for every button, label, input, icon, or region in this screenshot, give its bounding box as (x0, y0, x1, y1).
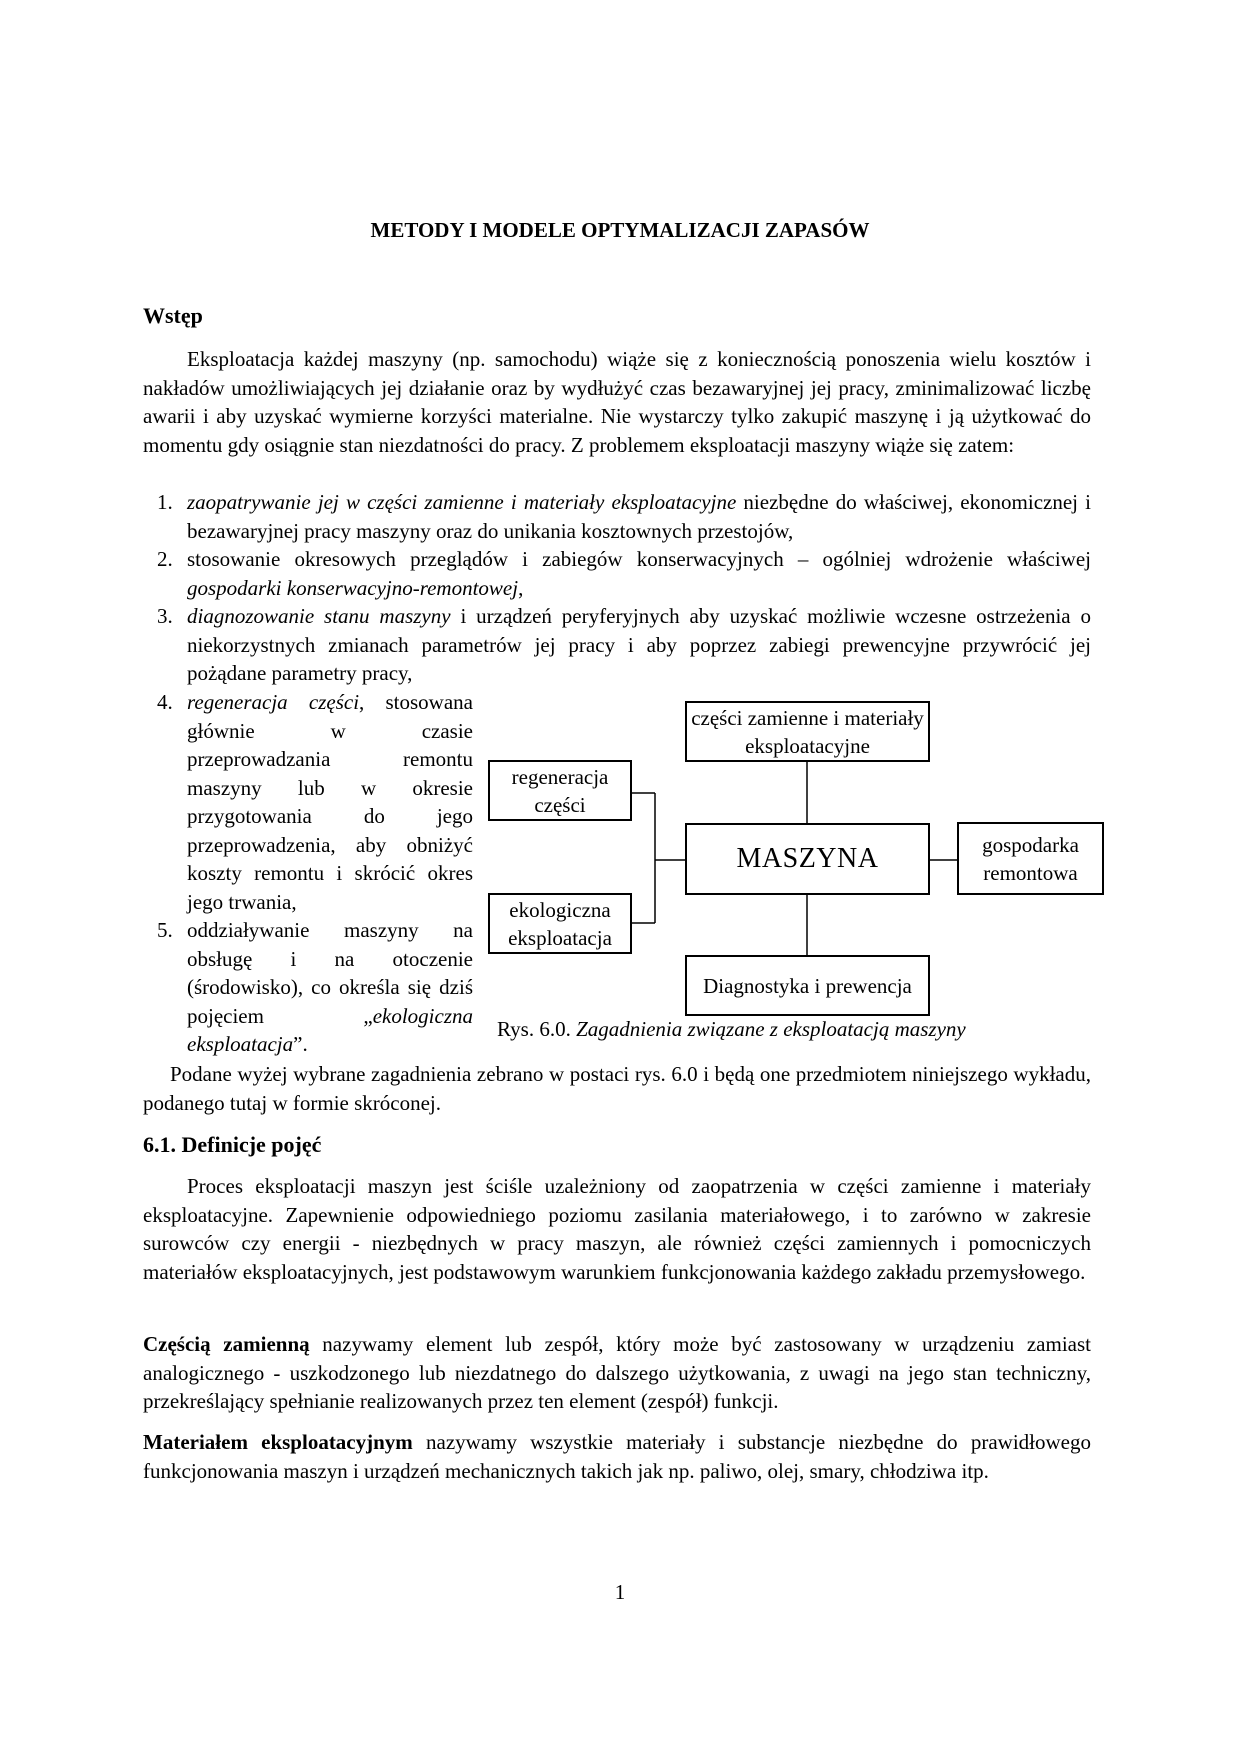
list-item-emphasis: gospodarki konserwacyjno-remontowej (187, 575, 519, 600)
diagram-box-right: gospodarka remontowa (957, 822, 1104, 895)
page-number: 1 (614, 1580, 626, 1604)
diagram-box-top: części zamienne i materiały eksploatacyjne (685, 701, 930, 762)
section-paragraph-1: Proces eksploatacji maszyn jest ściśle uzależniony od zaopatrzenia w części zamienne i materiały eksploatacyjne. Zapewnienie odpowiedniego poziomu zasilania materiałowego, i to zarówno w zakresie surowców czy energii - niezbędnych w pracy maszyn, ale również części zamiennych i pomocniczych materiałów eksploatacyjnych, jest podstawowym warunkiem funkcjonowania każdego zakładu przemysłowego. (143, 1174, 1091, 1284)
list-item-number: 3. (157, 604, 173, 628)
document-title: METODY I MODELE OPTYMALIZACJI ZAPASÓW (370, 218, 870, 242)
figure-caption (497, 1017, 966, 1042)
intro-paragraph: Eksploatacja każdej maszyny (np. samochodu) wiąże się z koniecznością ponoszenia wielu kosztów i nakładów umożliwiających jej działanie oraz by wydłużyć czas bezawaryjnej jej pracy, zminimalizować liczbę awarii i aby uzyskać wymierne korzyści materialne. Nie wystarczy tylko zakupić maszynę i ją użytkować do momentu gdy osiągnie stan niezdatności do pracy. Z problemem eksploatacji maszyny wiąże się zatem: (143, 347, 1091, 457)
definition-czesc-zamienna: nazywamy element lub zespół, który może być zastosowany w urządzeniu zamiast analogicznego - uszkodzonego lub niezdatnego do dalszego użytkowania, z uwagi na jego stan techniczny, przekreślający spełnianie realizowanych przez ten element (zespół) funkcji. (143, 1332, 1091, 1413)
diagram-box-left-top: regeneracja części (488, 760, 632, 821)
closing-paragraph: Podane wyżej wybrane zagadnienia zebrano w postaci rys. 6.0 i będą one przedmiotem niniejszego wykładu, podanego tutaj w formie skróconej. (143, 1062, 1091, 1115)
list-item-text: , stosowana głównie w czasie przeprowadzania remontu maszyny lub w okresie przygotowania do jego przeprowadzenia, aby obniżyć koszty remontu i skrócić okres jego trwania, (187, 690, 473, 914)
diagram-box-left-bottom: ekologiczna eksploatacja (488, 893, 632, 954)
intro-heading: Wstęp (143, 303, 203, 328)
section-heading: 6.1. Definicje pojęć (143, 1132, 322, 1157)
diagram-box-bottom: Diagnostyka i prewencja (685, 955, 930, 1016)
figure-caption-prefix: Rys. 6.0. (497, 1017, 577, 1041)
list-item-text: i urządzeń peryferyjnych aby uzyskać możliwie wczesne ostrzeżenia o niekorzystnych zmianach parametrów jej pracy i aby poprzez zabiegi prewencyjne przywrócić jej pożądane parametry pracy, (187, 604, 1091, 685)
definition-material-eksploatacyjny: nazywamy wszystkie materiały i substancje niezbędne do prawidłowego funkcjonowania maszyn i urządzeń mechanicznych takich jak np. paliwo, olej, smary, chłodziwa itp. (143, 1430, 1092, 1483)
list-item-tail: , (518, 575, 524, 600)
term-czesc-zamienna: Częścią zamienną (143, 1332, 310, 1356)
list-item-number: 4. (157, 690, 173, 714)
diagram-box-center: MASZYNA (685, 823, 930, 895)
list-item-text: stosowanie okresowych przeglądów i zabiegów konserwacyjnych – ogólniej wdrożenie właściwej (187, 547, 1091, 571)
list-item-text: oddziaływanie maszyny na obsługę i na otoczenie (środowisko), co określa się dziś pojęciem „ (187, 918, 473, 1028)
list-item-number: 1. (157, 490, 173, 514)
term-material-eksploatacyjny: Materiałem eksploatacyjnym (143, 1430, 413, 1454)
list-item-number: 5. (157, 918, 173, 942)
list-item-text: niezbędne do właściwej, ekonomicznej i bezawaryjnej pracy maszyny oraz do unikania kosztownych przestojów, (187, 490, 1091, 543)
list-item-emphasis: zaopatrywanie jej w części zamienne i materiały eksploatacyjne (187, 490, 737, 514)
section-paragraph-2 (143, 1330, 1091, 1416)
list-item-tail: ”. (293, 1032, 308, 1056)
list-item-emphasis: regeneracja części (187, 690, 360, 714)
section-paragraph-3 (143, 1428, 1091, 1485)
figure-caption-text: Zagadnienia związane z eksploatacją maszyny (576, 1017, 966, 1041)
list-item-emphasis: diagnozowanie stanu maszyny (187, 604, 451, 628)
list-item-number: 2. (157, 547, 173, 571)
list-item-emphasis: ekologiczna eksploatacja (187, 1003, 473, 1056)
